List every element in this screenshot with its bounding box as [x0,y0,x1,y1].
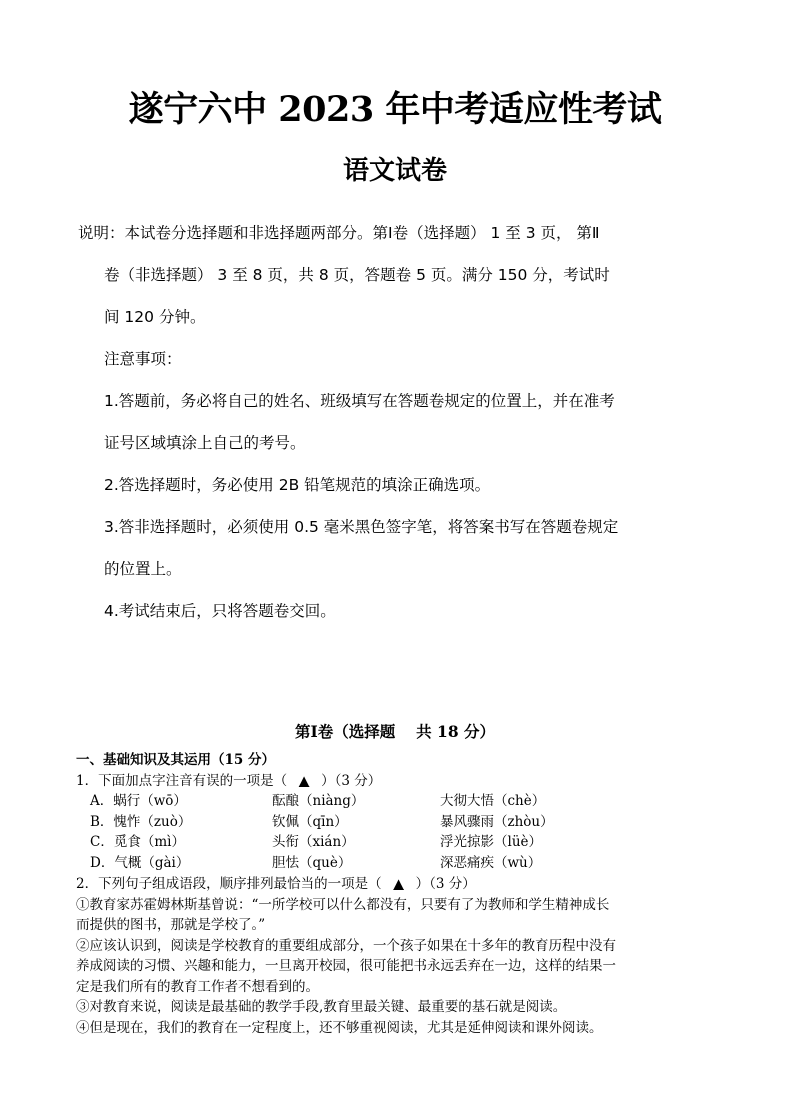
option-cell: 钦佩（qīn） [272,813,348,830]
option-cell: 暴风骤雨（zhòu） [440,813,554,830]
note-item-3: 3.答非选择题时，必须使用 0.5 毫米黑色签字笔，将答案书写在答题卷规定 [104,518,619,536]
question-1 [76,771,736,792]
q2-sentence-3: ③对教育来说，阅读是最基础的教学手段,教育里最关键、最重要的基石就是阅读。 [76,999,567,1015]
note-item-1: 1.答题前，务必将自己的姓名、班级填写在答题卷规定的位置上，并在准考 [104,392,615,410]
description-line: 卷（非选择题） 3 至 8 页，共 8 页，答题卷 5 页。满分 150 分，考试时 [104,266,610,284]
note-item-3-cont: 的位置上。 [104,560,182,578]
q1-prefix: 1．下面加点字注音有误的一项是（ [76,772,288,789]
option-cell: B．愧怍（zuò） [90,813,192,830]
note-item-1-cont: 证号区域填涂上自己的考号。 [104,434,306,452]
answer-blank: ▲ [298,772,310,789]
note-item-2: 2.答选择题时，务必使用 2B 铅笔规范的填涂正确选项。 [104,476,491,494]
option-cell: C．觅食（mì） [90,834,185,850]
option-cell: 浮光掠影（lüè） [440,834,543,850]
q2-sentence-2: ②应该认识到，阅读是学校教育的重要组成部分，一个孩子如果在十多年的教育历程中没有 [76,937,616,954]
q2-sentence-2-cont: 定是我们所有的教育工作者不想看到的。 [76,978,319,995]
description-line: 说明：本试卷分选择题和非选择题两部分。第Ⅰ卷（选择题） 1 至 3 页， 第Ⅱ [78,224,600,242]
exam-description [78,212,738,338]
q2-prefix: 2．下列句子组成语段，顺序排列最恰当的一项是（ [76,876,382,892]
answer-blank: ▲ [393,876,404,892]
option-cell: 深恶痛疾（wù） [440,854,542,871]
exam-subtitle: 语文试卷 [342,156,447,186]
option-cell: D．气概（gài） [90,854,190,871]
notes-heading: 注意事项： [104,350,182,368]
q2-suffix: ）（3 分） [415,876,476,892]
part1-heading: 一、基础知识及其运用（15 分） [76,752,275,768]
q2-sentence-1: ①教育家苏霍姆林斯基曾说：“一所学校可以什么都没有，只要有了为教师和学生精神成长 [76,896,610,913]
exam-title: 遂宁六中 2023 年中考适应性考试 [128,89,662,130]
option-cell: 胆怯（què） [272,854,352,871]
section-heading: 第Ⅰ卷（选择题 共 18 分） [294,722,495,741]
option-cell: 头衔（xián） [272,834,355,850]
part1-block [76,750,736,791]
notes-block [104,338,744,632]
note-item-4: 4.考试结束后，只将答题卷交回。 [104,602,336,620]
option-cell: A．蜗行（wō） [90,793,187,809]
option-cell: 酝酿（niàng） [272,793,365,809]
q2-sentence-2-cont: 养成阅读的习惯、兴趣和能力，一旦离开校园，很可能把书永远丢弃在一边，这样的结果一 [76,958,616,974]
q2-sentence-4: ④但是现在，我们的教育在一定程度上，还不够重视阅读，尤其是延伸阅读和课外阅读。 [76,1019,603,1036]
question-2 [76,874,736,1038]
q1-suffix: ）（3 分） [321,772,382,789]
q2-stem [76,874,736,895]
q2-sentence-1-cont: 而提供的图书，那就是学校了。” [76,917,266,933]
description-line: 间 120 分钟。 [104,308,206,326]
option-cell: 大彻大悟（chè） [440,793,546,809]
